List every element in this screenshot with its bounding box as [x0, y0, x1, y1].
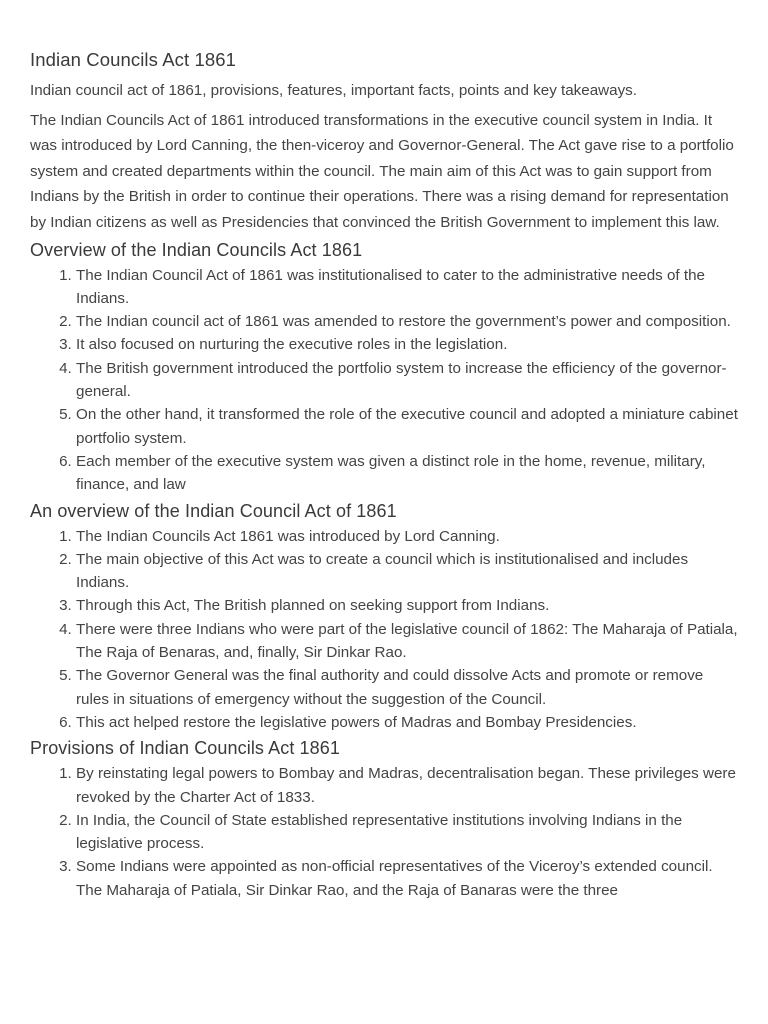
list-item: 2. The Indian council act of 1861 was amended to restore the government’s power and composition. [76, 310, 738, 333]
section-heading-an-overview: An overview of the Indian Council Act of 1861 [30, 500, 397, 521]
list-item: 5. The Governor General was the final authority and could dissolve Acts and promote or remove rules in situations of emergency without the suggestion of the Council. [76, 664, 738, 711]
list-item: 3. Some Indians were appointed as non-official representatives of the Viceroy’s extended council. The Maharaja of Patiala, Sir Dinkar Rao, and the Raja of Banaras were the three [76, 855, 738, 902]
list-item: 2. The main objective of this Act was to create a council which is institutionalised and includes Indians. [76, 548, 738, 595]
list-item: 2. In India, the Council of State established representative institutions involving Indians in the legislative process. [76, 809, 738, 856]
section-list-overview [30, 264, 738, 497]
section-list-provisions [30, 762, 738, 902]
list-item: 6. This act helped restore the legislative powers of Madras and Bombay Presidencies. [76, 711, 738, 734]
section-list-an-overview [30, 525, 738, 735]
list-item: 4. There were three Indians who were part of the legislative council of 1862: The Maharaja of Patiala, The Raja of Benaras, and, finally, Sir Dinkar Rao. [76, 618, 738, 665]
list-item: 5. On the other hand, it transformed the role of the executive council and adopted a miniature cabinet portfolio system. [76, 403, 738, 450]
list-item: 6. Each member of the executive system was given a distinct role in the home, revenue, military, finance, and law [76, 450, 738, 497]
page-title: Indian Councils Act 1861 [30, 49, 237, 70]
list-item: 3. It also focused on nurturing the executive roles in the legislation. [76, 333, 738, 356]
list-item: 1. The Indian Councils Act 1861 was introduced by Lord Canning. [76, 525, 738, 548]
list-item: 4. The British government introduced the portfolio system to increase the efficiency of the governor-general. [76, 357, 738, 404]
page-subtitle: Indian council act of 1861, provisions, features, important facts, points and key takeaways. [30, 82, 637, 99]
list-item: 3. Through this Act, The British planned on seeking support from Indians. [76, 594, 738, 617]
list-item: 1. By reinstating legal powers to Bombay and Madras, decentralisation began. These privileges were revoked by the Charter Act of 1833. [76, 762, 738, 809]
intro-paragraph: The Indian Councils Act of 1861 introduced transformations in the executive council system in India. It was introduced by Lord Canning, the then-viceroy and Governor-General. The Act gave rise to a portfolio system and created departments within the council. The main aim of this Act was to gain support from Indians by the British in order to continue their operations. There was a rising demand for representation by Indian citizens as well as Presidencies that convinced the British Government to implement this law. [30, 111, 734, 231]
list-item: 1. The Indian Council Act of 1861 was institutionalised to cater to the administrative needs of the Indians. [76, 264, 738, 311]
section-heading-overview: Overview of the Indian Councils Act 1861 [30, 239, 363, 260]
section-heading-provisions: Provisions of Indian Councils Act 1861 [30, 738, 340, 759]
